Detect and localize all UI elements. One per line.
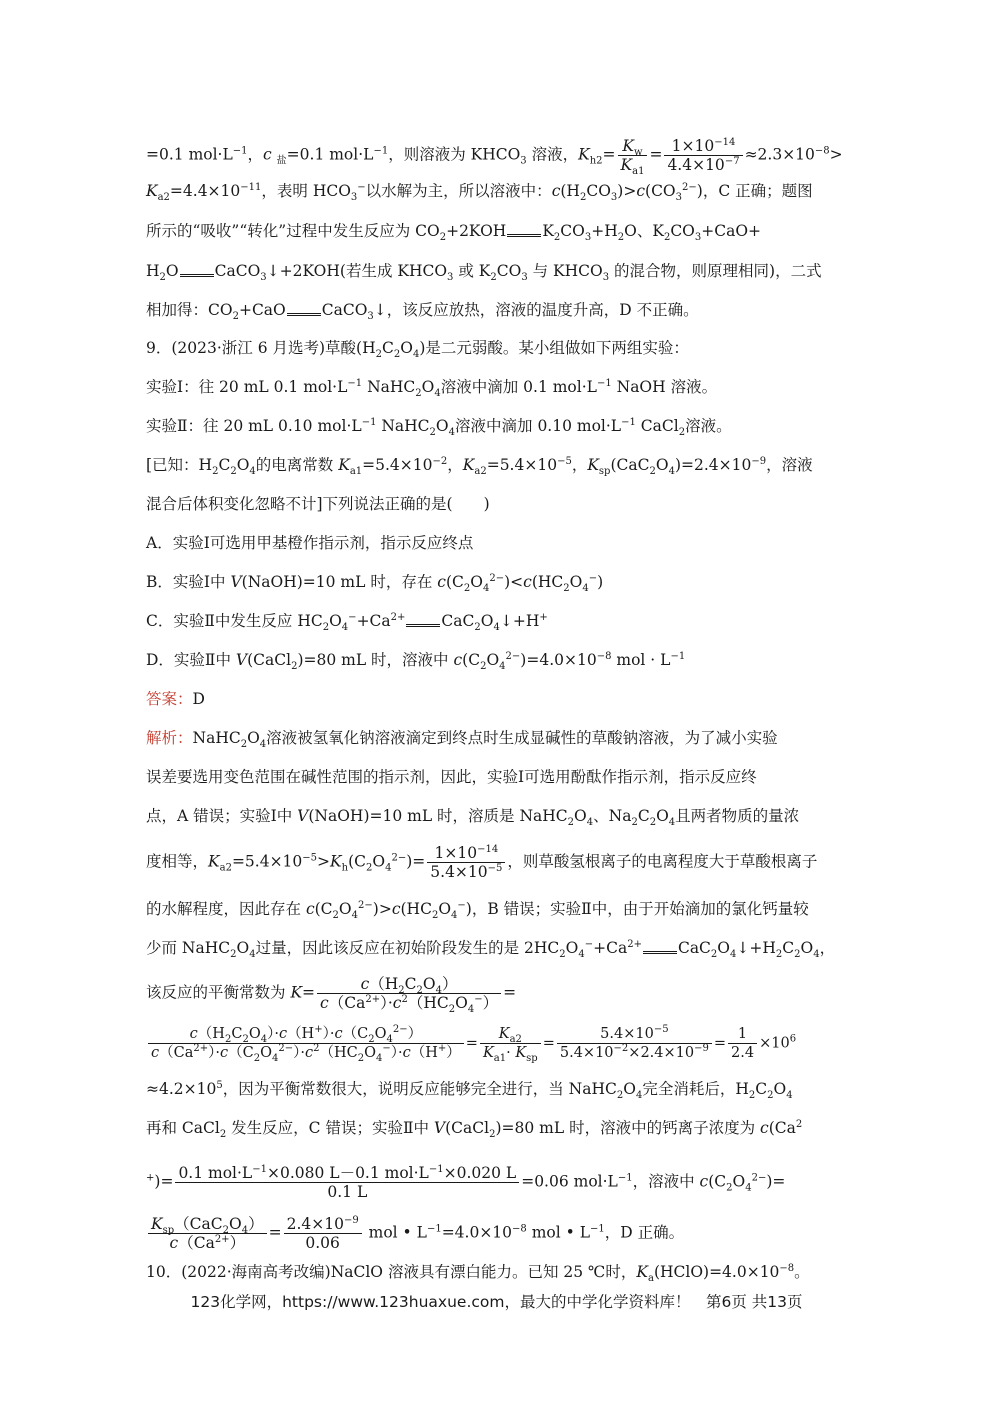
text-line-4: $H_2O$ CaCO$_3$↓+2KOH(若生成 $KHCO_3$ 或 $K_2CO_3$ 与 $KHCO_3$ 的混合物，则原理相同)，二式 xyxy=(146,262,822,284)
analysis-line-8: $\frac{c(H_2C_2O_4)\cdot c(H^+)\cdot c(C_2O_4^{2-})}{c(Ca^{2+})\cdot c(C_2O_4^{2-})\cdot c^2(HC_2O_4^-)\cdot c(H^+)}$ = $\frac{K_{a2}}{K_{a1}\cdot K_{sp}}$ = $\frac{5.4\times 10^{-5}}{5.4\times 10^{-2}\times 2.4\times 10^{-9}}$ = $\frac{1}{2.4}$ $\times 10^6$ xyxy=(146,1025,846,1062)
text-line-3: 所示的“吸收”“转化”过程中发生反应为 $CO_2+2KOH$ $K_2CO_3+H_2O$、$K_2CO_3+CaO+$ xyxy=(146,222,762,244)
analysis-line-11: +)= $\frac{0.1 mol\cdot L^{-1}\times 0.080 L-0.1 mol\cdot L^{-1}\times 0.020 L}{0.1 L}$ =0.06 $mol\cdot L^{-1}$，溶液中 $c(C_2O_4^{2-})=$ xyxy=(146,1163,786,1201)
analysis-line-3: 点，A 错误；实验Ⅰ中 V(NaOH)=10 mL 时，溶质是 $NaHC_2O_4$、$Na_2C_2O_4$且两者物质的量浓 xyxy=(146,807,800,829)
analysis-line-4: 度相等，$K_{a2}=5.4\times 10^{-5}>K_h(C_2O_4^{2-})=$ $\frac{1\times 10^{-14}}{5.4\times 10^{-5}}$ ，则草酸氢根离子的电离程度大于草酸根离子 xyxy=(146,843,818,881)
analysis-line-10: 再和 CaCl$_2$ 发生反应，C 错误；实验Ⅱ中 V(CaCl$_2$)=80 mL 时，溶液中的钙离子浓度为 c(Ca$^2$ xyxy=(146,1118,803,1141)
answer: 答案：D xyxy=(146,690,205,708)
experiment-1: 实验Ⅰ：往 20 mL 0.1 $mol\cdot L^{-1}$ $NaHC_2O_4$溶液中滴加 0.1 $mol\cdot L^{-1}$ NaOH 溶液。 xyxy=(146,377,718,400)
known-conditions: [已知：$H_2C_2O_4$的电离常数 $K_{a1}=5.4\times 10^{-2}$，$K_{a2}=5.4\times 10^{-5}$，$K_{sp}(CaC_2O_4)=2.4\times 10^{-9}$，溶液 xyxy=(146,455,813,478)
option-d: D．实验Ⅱ中 V(CaCl$_2$)=80 mL 时，溶液中 $c(C_2O_4^{2-})=4.0\times 10^{-8}$ mol · $L^{-1}$ xyxy=(146,650,686,673)
question-9-stem: 9．(2023·浙江 6 月选考)草酸$(H_2C_2O_4)$是二元弱酸。某小组做如下两组实验： xyxy=(146,339,689,361)
analysis-line-1: 解析：$NaHC_2O_4$溶液被氢氧化钠溶液滴定到终点时生成显碱性的草酸钠溶液，为了减小实验 xyxy=(146,729,778,751)
analysis-line-9: $\approx 4.2\times 10^5$，因为平衡常数很大，说明反应能够完全进行，当 $NaHC_2O_4$完全消耗后，$H_2C_2O_4$ xyxy=(146,1079,793,1102)
option-a: A．实验Ⅰ可选用甲基橙作指示剂，指示反应终点 xyxy=(146,534,474,552)
option-c: C．实验Ⅱ中发生反应 $HC_2O_4^-+Ca^{2+}$ $CaC_2O_4↓+H^+$ xyxy=(146,611,548,634)
text-line-2: $K_{a2}=4.4\times 10^{-11}$，表明 $HCO_3^-$以水解为主，所以溶液中：$c(H_2CO_3)>c(CO_3^{2-})$，C 正确；题图 xyxy=(146,181,813,204)
text-line-5: 相加得：$CO_2+CaO$ CaCO$_3$↓，该反应放热，溶液的温度升高，D 不正确。 xyxy=(146,301,699,323)
option-b: B．实验Ⅰ中 V(NaOH)=10 mL 时，存在 $c(C_2O_4^{2-})<c(HC_2O_4^-)$ xyxy=(146,572,604,595)
experiment-2: 实验Ⅱ：往 20 mL 0.10 $mol\cdot L^{-1}$ $NaHC_2O_4$溶液中滴加 0.10 $mol\cdot L^{-1}$ CaCl$_2$溶液。 xyxy=(146,416,732,439)
analysis-line-12: $\frac{K_{sp}(CaC_2O_4)}{c(Ca^{2+})}$ = $\frac{2.4\times 10^{-9}}{0.06}$ mol • $L^{-1}=4.0\times 10^{-8}$ mol • $L^{-1}$，D 正确。 xyxy=(146,1215,846,1252)
question-prompt: 混合后体积变化忽略不计]下列说法正确的是( ) xyxy=(146,495,490,513)
text-line-1: =0.1 $mol\cdot L^{-1}$，c $_盐$=0.1 $mol\cdot L^{-1}$，则溶液为 $KHCO_3$ 溶液，$K_{h2}=$ $\frac{K_w}{K_{a1}}$ = $\frac{1\times 10^{-14}}{4.4\times 10^{-7}}$ $\approx 2.3\times 10^{-8}>$ xyxy=(146,136,843,178)
analysis-line-5: 的水解程度，因此存在 $c(C_2O_4^{2-})>c(HC_2O_4^-)$，B 错误；实验Ⅱ中，由于开始滴加的氯化钙量较 xyxy=(146,899,809,922)
page-footer: 123化学网，https://www.123huaxue.com，最大的中学化学资料库！ 第6页 共13页 xyxy=(190,1293,803,1311)
analysis-line-6: 少而 $NaHC_2O_4$过量，因此该反应在初始阶段发生的是 $2HC_2O_4^-+Ca^{2+}$ $CaC_2O_4↓+H_2C_2O_4$， xyxy=(146,938,836,961)
question-10-stem: 10．(2022·海南高考改编)NaClO 溶液具有漂白能力。已知 25 ℃时，$K_a(HClO)=4.0\times 10^{-8}$。 xyxy=(146,1262,810,1285)
analysis-line-2: 误差要选用变色范围在碱性范围的指示剂，因此，实验Ⅰ可选用酚酞作指示剂，指示反应终 xyxy=(146,768,757,786)
analysis-line-7: 该反应的平衡常数为 K= $\frac{c(H_2C_2O_4)}{c(Ca^{2+})\cdot c^2(HC_2O_4^-)}$ = xyxy=(146,975,517,1016)
